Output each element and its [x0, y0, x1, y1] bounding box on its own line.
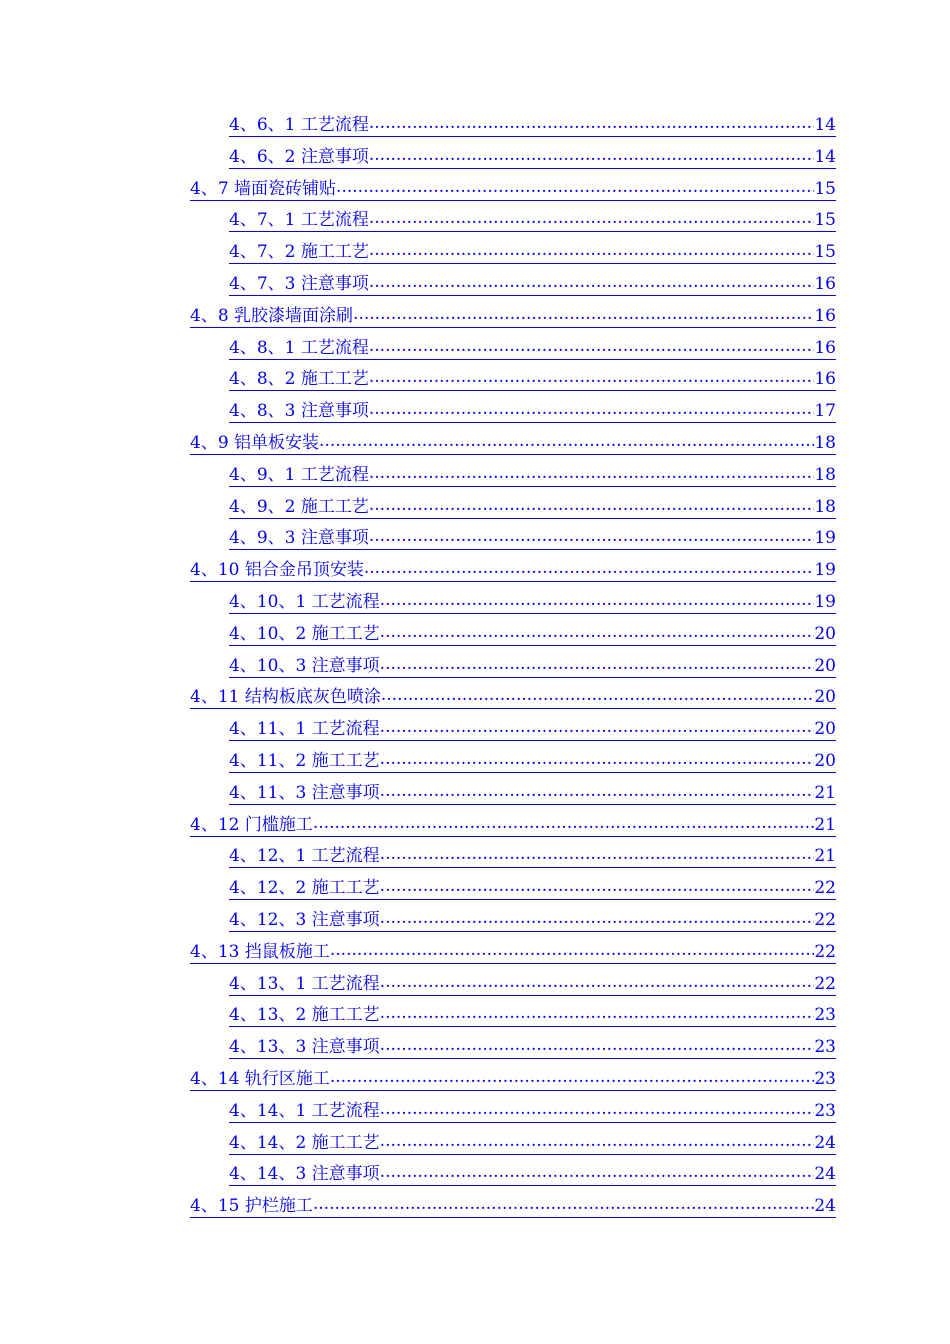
toc-entry-title: 4、7、3 注意事项 — [229, 274, 369, 294]
toc-page-number: 19 — [814, 560, 836, 580]
toc-page-number: 23 — [814, 1101, 836, 1121]
toc-entry-title: 4、14、3 注意事项 — [229, 1164, 380, 1184]
toc-section-link[interactable] — [190, 809, 836, 841]
toc-dot-leader — [380, 782, 815, 805]
toc-page-number: 20 — [814, 624, 836, 644]
toc-page-number: 23 — [814, 1005, 836, 1025]
toc-entry-title: 4、13、2 施工工艺 — [229, 1005, 380, 1025]
toc-section-link[interactable] — [190, 681, 836, 713]
toc-subsection-link[interactable] — [229, 618, 836, 650]
toc-entry-title: 4、6、2 注意事项 — [229, 147, 369, 167]
toc-subsection-link[interactable] — [229, 872, 836, 904]
toc-page-number: 20 — [814, 751, 836, 771]
toc-subsection-link[interactable] — [229, 522, 836, 554]
toc-dot-leader — [380, 591, 815, 614]
toc-page-number: 21 — [814, 846, 836, 866]
toc-subsection-link[interactable] — [229, 332, 836, 364]
toc-subsection-link[interactable] — [229, 713, 836, 745]
toc-subsection-link[interactable] — [229, 204, 836, 236]
toc-entry-title: 4、9、3 注意事项 — [229, 528, 369, 548]
toc-dot-leader — [380, 655, 815, 678]
toc-page-number: 19 — [814, 592, 836, 612]
toc-subsection-link[interactable] — [229, 650, 836, 682]
toc-page-number: 23 — [814, 1069, 836, 1089]
toc-dot-leader — [313, 814, 815, 837]
toc-dot-leader — [380, 909, 815, 932]
toc-dot-leader — [369, 209, 815, 232]
toc-entry-title: 4、13、1 工艺流程 — [229, 974, 380, 994]
toc-entry-title: 4、9、2 施工工艺 — [229, 497, 369, 517]
toc-entry-title: 4、14、1 工艺流程 — [229, 1101, 380, 1121]
toc-entry-title: 4、13 挡鼠板施工 — [190, 942, 330, 962]
toc-dot-leader — [330, 1068, 815, 1091]
toc-dot-leader — [380, 623, 815, 646]
toc-subsection-link[interactable] — [229, 141, 836, 173]
toc-page-number: 24 — [814, 1164, 836, 1184]
toc-entry-title: 4、10、3 注意事项 — [229, 656, 380, 676]
toc-page-number: 18 — [814, 497, 836, 517]
toc-dot-leader — [380, 1036, 815, 1059]
toc-entry-title: 4、10 铝合金吊顶安装 — [190, 560, 364, 580]
toc-entry-title: 4、10、1 工艺流程 — [229, 592, 380, 612]
toc-entry-title: 4、9、1 工艺流程 — [229, 465, 369, 485]
toc-subsection-link[interactable] — [229, 363, 836, 395]
toc-page-number: 18 — [814, 433, 836, 453]
toc-entry-title: 4、10、2 施工工艺 — [229, 624, 380, 644]
toc-page-number: 17 — [814, 401, 836, 421]
toc-subsection-link[interactable] — [229, 968, 836, 1000]
toc-page-number: 16 — [814, 338, 836, 358]
toc-entry-title: 4、7 墙面瓷砖铺贴 — [190, 179, 337, 199]
toc-entry-title: 4、9 铝单板安装 — [190, 433, 320, 453]
toc-section-link[interactable] — [190, 1063, 836, 1095]
toc-entry-title: 4、8、2 施工工艺 — [229, 369, 369, 389]
toc-entry-title: 4、6、1 工艺流程 — [229, 115, 369, 135]
toc-entry-title: 4、11、3 注意事项 — [229, 783, 380, 803]
toc-dot-leader — [319, 432, 814, 455]
toc-page-number: 21 — [814, 783, 836, 803]
toc-page-number: 15 — [814, 179, 836, 199]
toc-page-number: 22 — [814, 910, 836, 930]
toc-entry-title: 4、7、2 施工工艺 — [229, 242, 369, 262]
toc-entry-title: 4、11、1 工艺流程 — [229, 719, 380, 739]
toc-entry-title: 4、13、3 注意事项 — [229, 1037, 380, 1057]
toc-dot-leader — [380, 1163, 815, 1186]
toc-dot-leader — [330, 941, 815, 964]
toc-subsection-link[interactable] — [229, 586, 836, 618]
toc-page-number: 16 — [814, 369, 836, 389]
toc-page-number: 18 — [814, 465, 836, 485]
toc-subsection-link[interactable] — [229, 777, 836, 809]
toc-dot-leader — [380, 877, 815, 900]
toc-dot-leader — [369, 464, 815, 487]
toc-entry-title: 4、14、2 施工工艺 — [229, 1133, 380, 1153]
toc-subsection-link[interactable] — [229, 904, 836, 936]
toc-dot-leader — [380, 1004, 815, 1027]
toc-page-number: 22 — [814, 942, 836, 962]
toc-subsection-link[interactable] — [229, 236, 836, 268]
toc-page-number: 16 — [814, 274, 836, 294]
toc-subsection-link[interactable] — [229, 1158, 836, 1190]
toc-dot-leader — [380, 750, 815, 773]
toc-subsection-link[interactable] — [229, 1095, 836, 1127]
toc-subsection-link[interactable] — [229, 268, 836, 300]
toc-page-number: 21 — [814, 815, 836, 835]
toc-subsection-link[interactable] — [229, 840, 836, 872]
toc-page-number: 19 — [814, 528, 836, 548]
toc-entry-title: 4、11 结构板底灰色喷涂 — [190, 687, 381, 707]
toc-section-link[interactable] — [190, 427, 836, 459]
toc-page-number: 24 — [814, 1196, 836, 1216]
toc-page-number: 14 — [814, 147, 836, 167]
toc-page-number: 20 — [814, 656, 836, 676]
toc-page-number: 20 — [814, 687, 836, 707]
toc-section-link[interactable] — [190, 300, 836, 332]
toc-dot-leader — [369, 400, 815, 423]
toc-dot-leader — [380, 1100, 815, 1123]
toc-page-number: 24 — [814, 1133, 836, 1153]
toc-section-link[interactable] — [190, 173, 836, 205]
toc-entry-title: 4、12、1 工艺流程 — [229, 846, 380, 866]
toc-subsection-link[interactable] — [229, 1031, 836, 1063]
toc-dot-leader — [369, 496, 815, 519]
toc-subsection-link[interactable] — [229, 109, 836, 141]
toc-page-number: 23 — [814, 1037, 836, 1057]
toc-entry-title: 4、8、1 工艺流程 — [229, 338, 369, 358]
toc-entry-title: 4、11、2 施工工艺 — [229, 751, 380, 771]
toc-dot-leader — [380, 973, 815, 996]
toc-subsection-link[interactable] — [229, 459, 836, 491]
toc-page-number: 15 — [814, 210, 836, 230]
toc-dot-leader — [380, 1132, 815, 1155]
toc-subsection-link[interactable] — [229, 1127, 836, 1159]
toc-page-number: 16 — [814, 306, 836, 326]
toc-page-number: 20 — [814, 719, 836, 739]
toc-entry-title: 4、12 门槛施工 — [190, 815, 313, 835]
toc-page-number: 14 — [814, 115, 836, 135]
toc-dot-leader — [369, 273, 815, 296]
toc-dot-leader — [336, 178, 814, 201]
toc-page-number: 22 — [814, 974, 836, 994]
toc-entry-title: 4、14 轨行区施工 — [190, 1069, 330, 1089]
toc-entry-title: 4、12、2 施工工艺 — [229, 878, 380, 898]
toc-dot-leader — [364, 559, 815, 582]
toc-dot-leader — [313, 1195, 815, 1218]
toc-entry-title: 4、8 乳胶漆墙面涂刷 — [190, 306, 354, 326]
toc-dot-leader — [369, 337, 815, 360]
toc-section-link[interactable] — [190, 554, 836, 586]
toc-dot-leader — [369, 527, 815, 550]
toc-entry-title: 4、15 护栏施工 — [190, 1196, 313, 1216]
toc-dot-leader — [369, 146, 815, 169]
toc-page-number: 15 — [814, 242, 836, 262]
toc-subsection-link[interactable] — [229, 491, 836, 523]
toc-subsection-link[interactable] — [229, 999, 836, 1031]
toc-section-link[interactable] — [190, 1190, 836, 1222]
toc-dot-leader — [380, 718, 815, 741]
toc-entry-title: 4、12、3 注意事项 — [229, 910, 380, 930]
toc-entry-title: 4、7、1 工艺流程 — [229, 210, 369, 230]
toc-page-number: 22 — [814, 878, 836, 898]
toc-entry-title: 4、8、3 注意事项 — [229, 401, 369, 421]
toc-dot-leader — [369, 241, 815, 264]
toc-section-link[interactable] — [190, 936, 836, 968]
toc-subsection-link[interactable] — [229, 395, 836, 427]
toc-dot-leader — [381, 686, 815, 709]
toc-dot-leader — [353, 305, 814, 328]
toc-dot-leader — [380, 845, 815, 868]
toc-dot-leader — [369, 368, 815, 391]
toc-subsection-link[interactable] — [229, 745, 836, 777]
toc-dot-leader — [369, 114, 815, 137]
